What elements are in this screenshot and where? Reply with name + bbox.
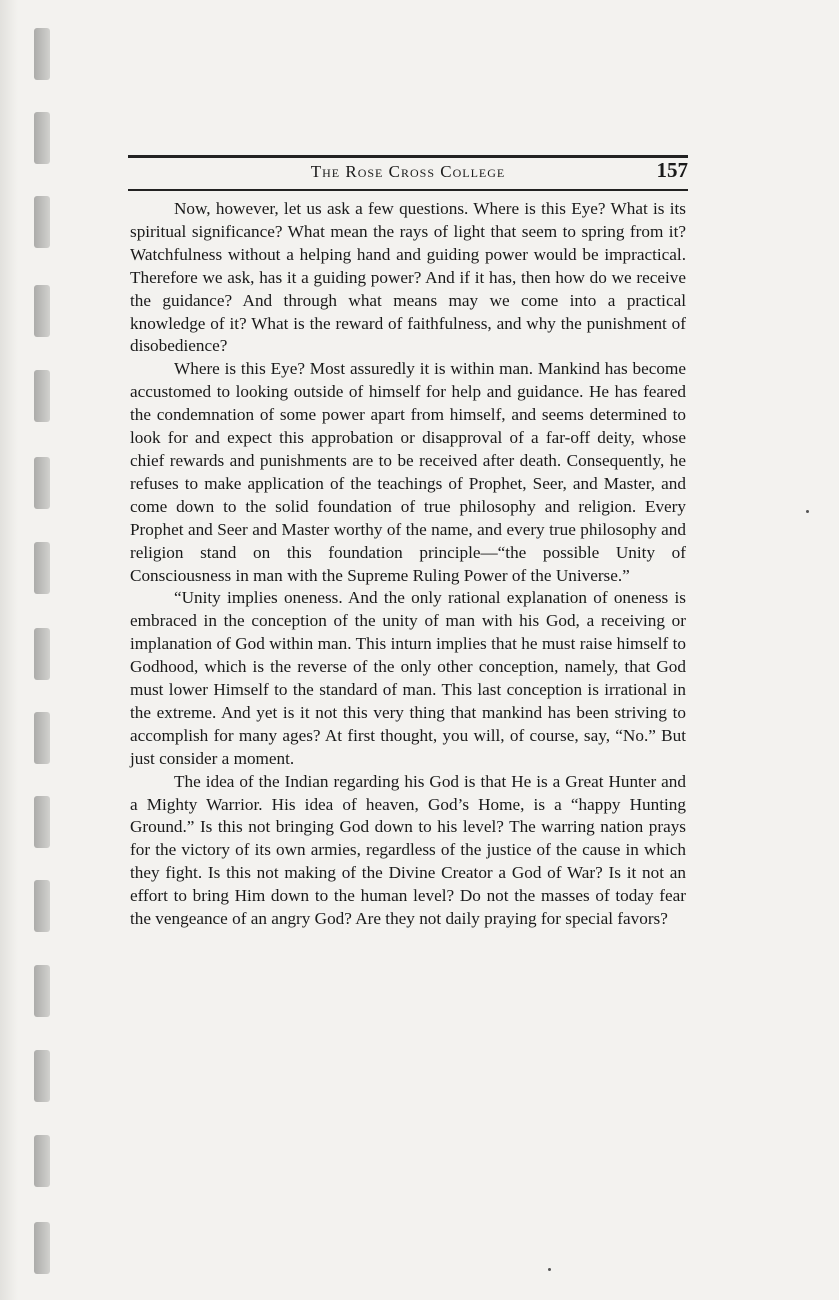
body-text <box>130 198 686 931</box>
binding-hole <box>34 370 50 422</box>
binding-hole <box>34 28 50 80</box>
binding-hole <box>34 965 50 1017</box>
page-binding-edge <box>0 0 18 1300</box>
speck <box>548 1268 551 1271</box>
paragraph: Where is this Eye? Most assuredly it is within man. Mankind has become accustomed to looking outside of himself for help and guidance. He has feared the condemnation of some power apart from himself, and seems determined to look for and expect this approbation or disapproval of a far-off deity, whose chief rewards and punishments are to be received after death. Consequently, he refuses to make application of the teachings of Prophet, Seer, and Master, and come down to the solid foundation of true philosophy and religion. Every Prophet and Seer and Master worthy of the name, and every true philosophy and religion stand on this foundation principle—“the possible Unity of Consciousness in man with the Supreme Ruling Power of the Universe.” <box>130 359 686 585</box>
paragraph: The idea of the Indian regarding his God is that He is a Great Hunter and a Mighty Warrior. His idea of heaven, God’s Home, is a “happy Hunting Ground.” Is this not bringing God down to his level? The warring nation prays for the victory of its own armies, regardless of the justice of the cause in which they fight. Is this not making of the Divine Creator a God of War? Is it not an effort to bring Him down to the human level? Do not the masses of today fear the vengeance of an angry God? Are they not daily praying for special favors? <box>130 771 686 929</box>
page-number: 157 <box>656 158 688 182</box>
paragraph: “Unity implies oneness. And the only rational explanation of oneness is embraced in the conception of the unity of man with his God, a receiving or implanation of God within man. This inturn implies that he must raise himself to Godhood, which is the reverse of the only other conception, namely, that God must lower Himself to the standard of man. This last conception is irrational in the extreme. And yet is it not this very thing that mankind has been striving to accomplish for many ages? At first thought, you will, of course, say, “No.” But just consider a moment. <box>130 588 686 768</box>
page-header <box>128 160 688 188</box>
binding-hole <box>34 112 50 164</box>
binding-hole <box>34 796 50 848</box>
binding-hole <box>34 628 50 680</box>
speck <box>806 510 809 513</box>
binding-hole <box>34 285 50 337</box>
binding-hole <box>34 1222 50 1274</box>
paragraph: Now, however, let us ask a few questions. Where is this Eye? What is its spiritual significance? What mean the rays of light that seem to spring from it? Watchfulness without a helping hand and guiding power would be impractical. Therefore we ask, has it a guiding power? And if it has, then how do we receive the guidance? And through what means may we come into a practical knowledge of it? What is the reward of faithfulness, and why the punishment of disobedience? <box>130 199 686 356</box>
binding-hole <box>34 1050 50 1102</box>
binding-hole <box>34 712 50 764</box>
header-bottom-rule <box>128 189 688 191</box>
binding-hole <box>34 196 50 248</box>
binding-hole <box>34 542 50 594</box>
binding-hole <box>34 457 50 509</box>
header-top-rule <box>128 155 688 158</box>
binding-hole <box>34 1135 50 1187</box>
running-title: The Rose Cross College <box>310 162 506 181</box>
binding-hole <box>34 880 50 932</box>
